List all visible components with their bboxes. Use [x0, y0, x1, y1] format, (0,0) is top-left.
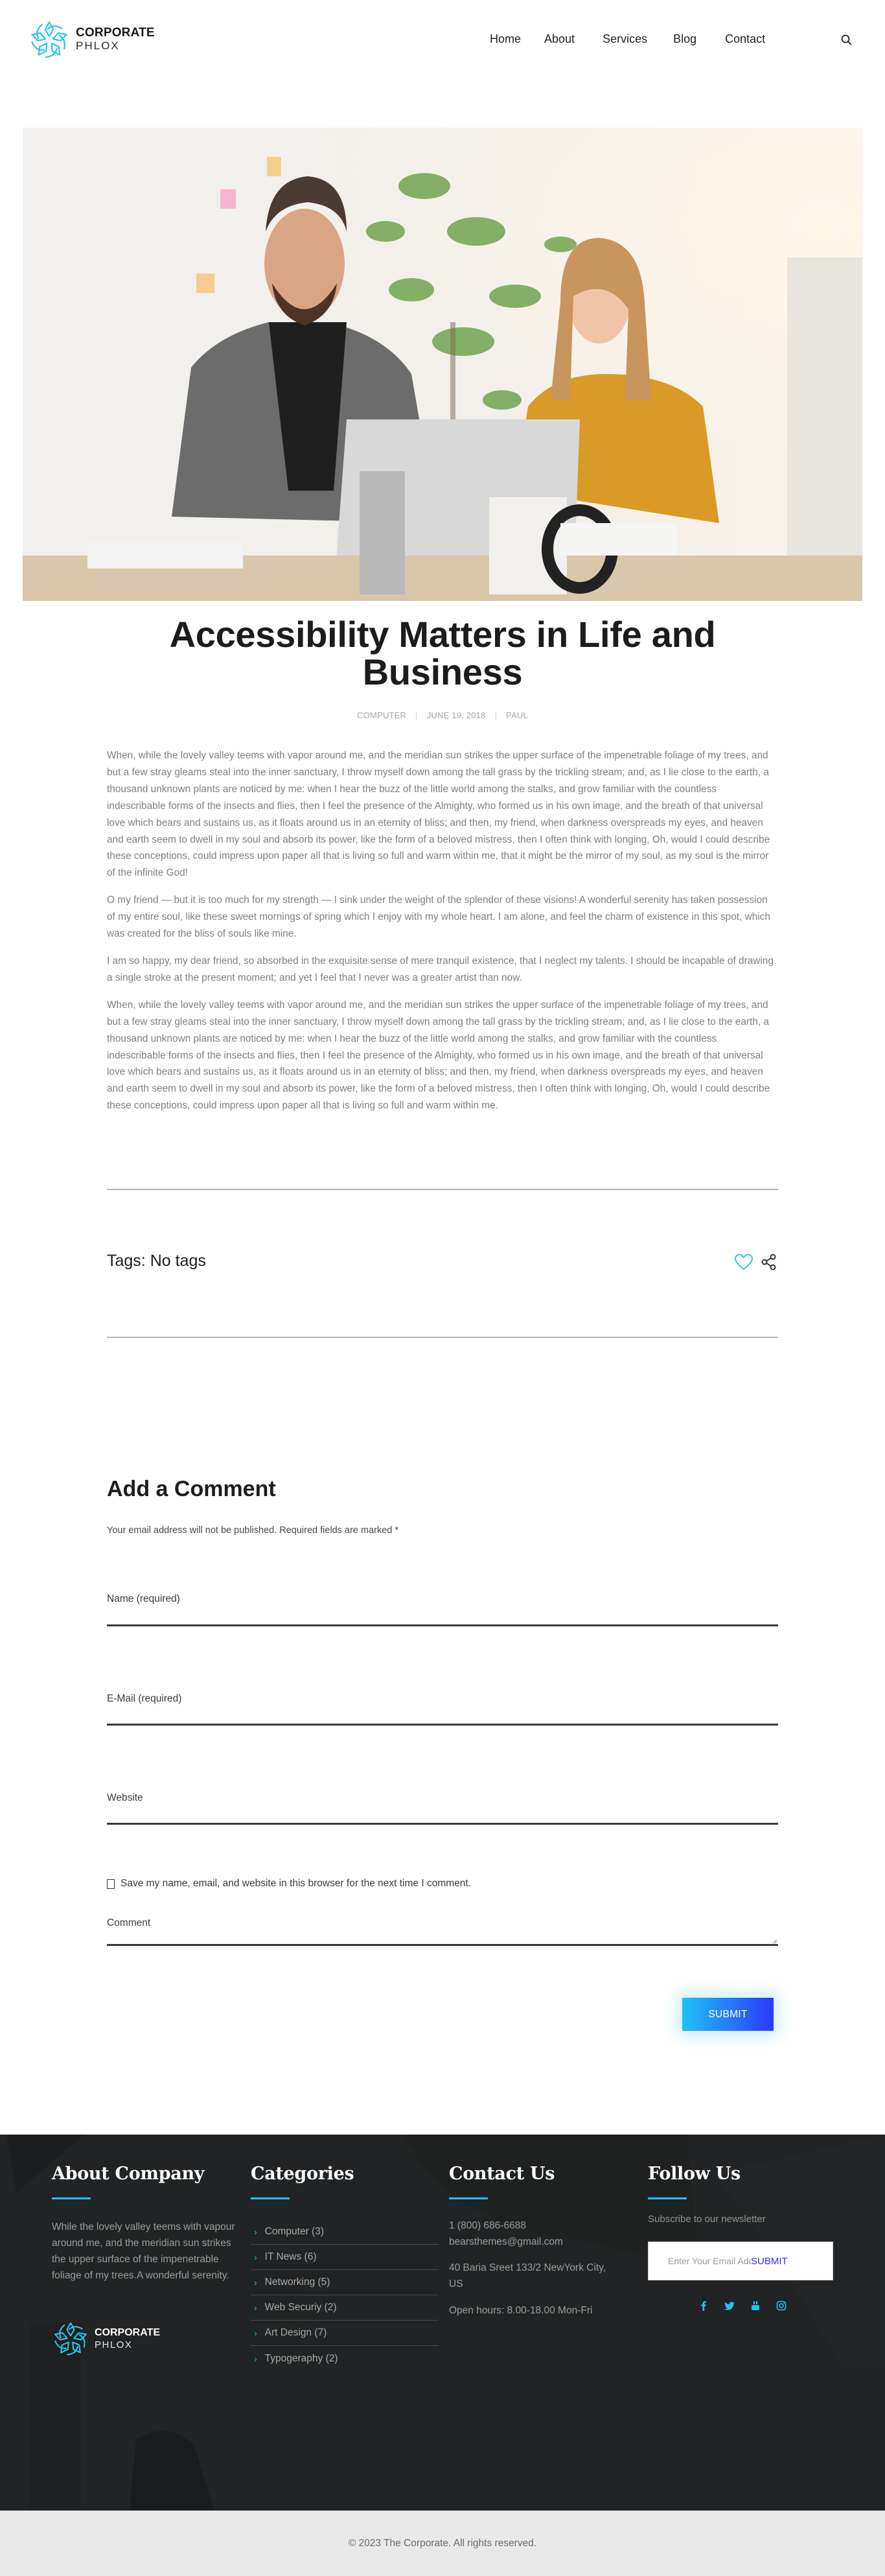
comment-textarea[interactable] [107, 1932, 778, 1945]
comment-underline [107, 1944, 778, 1946]
site-footer [0, 2135, 885, 2511]
save-info-row [107, 1878, 471, 1890]
email-input[interactable] [107, 1707, 778, 1724]
meta-separator: | [494, 710, 498, 720]
logo-flower-icon [29, 19, 69, 60]
chevron-right-icon: › [254, 2328, 257, 2338]
divider [107, 1189, 778, 1190]
nav-item-blog[interactable]: Blog [673, 32, 697, 45]
newsletter-email-input[interactable] [668, 2256, 751, 2266]
contact-address: 40 Baria Sreet 133/2 NewYork City, US [449, 2262, 606, 2289]
category-item[interactable] [251, 2321, 439, 2346]
post-paragraph: O my friend — but it is too much for my strength — I sink under the weight of the splendor of these visions! A wonderful serenity has taken possession of my entire soul, like these sweet mornings of spring which I enjoy with my whole heart. I am alone, and feel the charm of existence in this spot, which was created for the bliss of souls like mine. [107, 895, 770, 940]
contact-phone[interactable]: 1 (800) 686-6688 [449, 2220, 526, 2231]
chevron-right-icon: › [254, 2227, 257, 2237]
social-links [691, 2298, 794, 2313]
email-underline [107, 1724, 778, 1726]
chevron-right-icon: › [254, 2277, 257, 2288]
post-paragraph: When, while the lovely valley teems with vapor around me, and the meridian sun strikes the upper surface of the impenetrable foliage of my trees, and but a few stray gleams steal into the inner sanctuary, I throw myself down among the tall grass by the trickling stream; and, as I lie close to the earth, a thousand unknown plants are noticed by me: when I hear the buzz of the little world among the stalks, and grow familiar with the countless indescribable forms of the insects and flies, then I feel the presence of the Almighty, who formed us in his own image, and the breath of that universal love which bears and sustains us, as it floats around us in an eternity of bliss; and then, my friend, when darkness overspreads my eyes, and heaven and earth seem to dwell in my soul and absorb its power, like the form of a beloved mistress, then I often think with longing, Oh, would I could describe these conceptions, could impress upon paper all that is living so full and warm within me, that it might be the mirror of my soul, as my soul is the mirror of the infinite God! [107, 750, 770, 879]
title-underline [648, 2197, 687, 2199]
post-author[interactable]: PAUL [506, 710, 528, 720]
comment-form-title: Add a Comment [107, 1477, 276, 1501]
heart-icon[interactable] [734, 1253, 753, 1271]
category-label: IT News (6) [264, 2251, 317, 2262]
post-paragraph: When, while the lovely valley teems with vapor around me, and the meridian sun strikes the upper surface of the impenetrable foliage of my trees, and but a few stray gleams steal into the inner sanctuary, I throw myself down among the tall grass by the trickling stream; and, as I lie close to the earth, a thousand unknown plants are noticed by me: when I hear the buzz of the little world among the stalks, and grow familiar with the countless indescribable forms of the insects and flies, then I feel the presence of the Almighty, who formed us in his own image, and the breath of that universal love which bears and sustains us, as it floats around us in an eternity of bliss; and then, my friend, when darkness overspreads my eyes, and heaven and earth seem to dwell in my soul and absorb its power, like the form of a beloved mistress, then I often think with longing, Oh, would I could describe these conceptions, could impress upon paper all that is living so full and warm within me. [107, 999, 770, 1112]
website-field [107, 1792, 778, 1826]
post-date: JUNE 19, 2018 [426, 710, 486, 720]
category-label: Networking (5) [264, 2277, 330, 2288]
comment-notice: Your email address will not be published. Required fields are marked * [107, 1525, 399, 1536]
category-item[interactable] [251, 2295, 439, 2321]
name-underline [107, 1624, 778, 1626]
footer-logo[interactable] [52, 2321, 160, 2357]
nav-item-services[interactable]: Services [603, 32, 648, 45]
nav-item-home[interactable]: Home [490, 32, 522, 45]
title-underline [52, 2197, 91, 2199]
save-info-checkbox[interactable] [107, 1879, 115, 1889]
save-info-label: Save my name, email, and website in this browser for the next time I comment. [121, 1878, 472, 1889]
hero-image [23, 128, 862, 601]
newsletter-label: Subscribe to our newsletter [648, 2214, 766, 2225]
office-photo-illustration [23, 128, 862, 601]
email-label: E-Mail (required) [107, 1693, 182, 1704]
category-item[interactable] [251, 2346, 439, 2371]
footer-contact-title: Contact Us [449, 2164, 555, 2184]
email-field [107, 1693, 778, 1727]
instagram-icon[interactable] [768, 2298, 794, 2313]
name-field [107, 1593, 778, 1627]
youtube-icon[interactable] [742, 2298, 768, 2313]
category-label: Web Securiy (2) [264, 2302, 337, 2313]
copyright-text: © 2023 The Corporate. All rights reserved. [348, 2537, 537, 2549]
copyright-bar [0, 2511, 885, 2576]
category-label: Typogeraphy (2) [264, 2352, 338, 2364]
divider [107, 1337, 778, 1338]
newsletter-form [648, 2242, 833, 2280]
comment-field [107, 1917, 778, 1947]
logo-line-1: CORPORATE [76, 26, 155, 40]
logo-flower-icon [52, 2321, 89, 2357]
resize-handle-icon[interactable] [773, 1939, 777, 1943]
footer-categories-title: Categories [251, 2164, 354, 2184]
post-meta [0, 710, 885, 720]
website-underline [107, 1823, 778, 1825]
chevron-right-icon: › [254, 2302, 257, 2313]
category-label: Art Design (7) [264, 2327, 327, 2338]
category-item[interactable] [251, 2245, 439, 2270]
nav-item-about[interactable]: About [544, 32, 575, 45]
post-title: Accessibility Matters in Life and Business [169, 614, 716, 692]
comment-label: Comment [107, 1917, 151, 1928]
blog-post [0, 616, 885, 1125]
category-item[interactable] [251, 2270, 439, 2295]
nav-item-contact[interactable]: Contact [725, 32, 766, 45]
footer-about-text: While the lovely valley teems with vapour around me, and the meridian sun strikes the upper surface of the impenetrable foliage of my trees.A wonderful serenity. [52, 2221, 235, 2281]
chevron-right-icon: › [254, 2353, 257, 2364]
category-label: Computer (3) [264, 2226, 324, 2237]
site-logo[interactable] [29, 19, 155, 60]
post-body [107, 747, 778, 1114]
share-icon[interactable] [761, 1253, 777, 1271]
footer-logo-line-1: CORPORATE [95, 2327, 161, 2339]
footer-logo-line-2: PHLOX [95, 2339, 133, 2350]
search-icon[interactable] [840, 34, 853, 47]
logo-line-2: PHLOX [76, 40, 120, 53]
footer-about-title: About Company [52, 2164, 205, 2184]
title-underline [449, 2197, 488, 2199]
chevron-right-icon: › [254, 2252, 257, 2262]
twitter-icon[interactable] [717, 2298, 742, 2313]
post-tags: Tags: No tags [107, 1252, 206, 1270]
title-underline [251, 2197, 290, 2199]
contact-hours: Open hours: 8.00-18.00 Mon-Fri [449, 2305, 593, 2316]
meta-separator: | [415, 710, 418, 720]
category-item[interactable] [251, 2219, 439, 2245]
website-label: Website [107, 1792, 143, 1803]
name-input[interactable] [107, 1608, 778, 1624]
category-list [251, 2219, 439, 2371]
main-nav [490, 32, 793, 46]
contact-email[interactable]: bearsthemes@gmail.com [449, 2236, 563, 2247]
newsletter-submit-button[interactable]: SUBMIT [751, 2255, 788, 2267]
post-paragraph: I am so happy, my dear friend, so absorbed in the exquisite sense of mere tranquil existence, that I neglect my talents. I should be incapable of drawing a single stroke at the present moment; and yet I feel that I never was a greater artist than now. [107, 955, 774, 983]
site-header [0, 0, 885, 81]
post-category[interactable]: COMPUTER [357, 710, 407, 720]
name-label: Name (required) [107, 1593, 180, 1604]
facebook-icon[interactable] [691, 2298, 717, 2313]
website-input[interactable] [107, 1807, 778, 1823]
footer-follow-title: Follow Us [648, 2164, 741, 2184]
submit-comment-button[interactable]: SUBMIT [682, 1998, 774, 2031]
